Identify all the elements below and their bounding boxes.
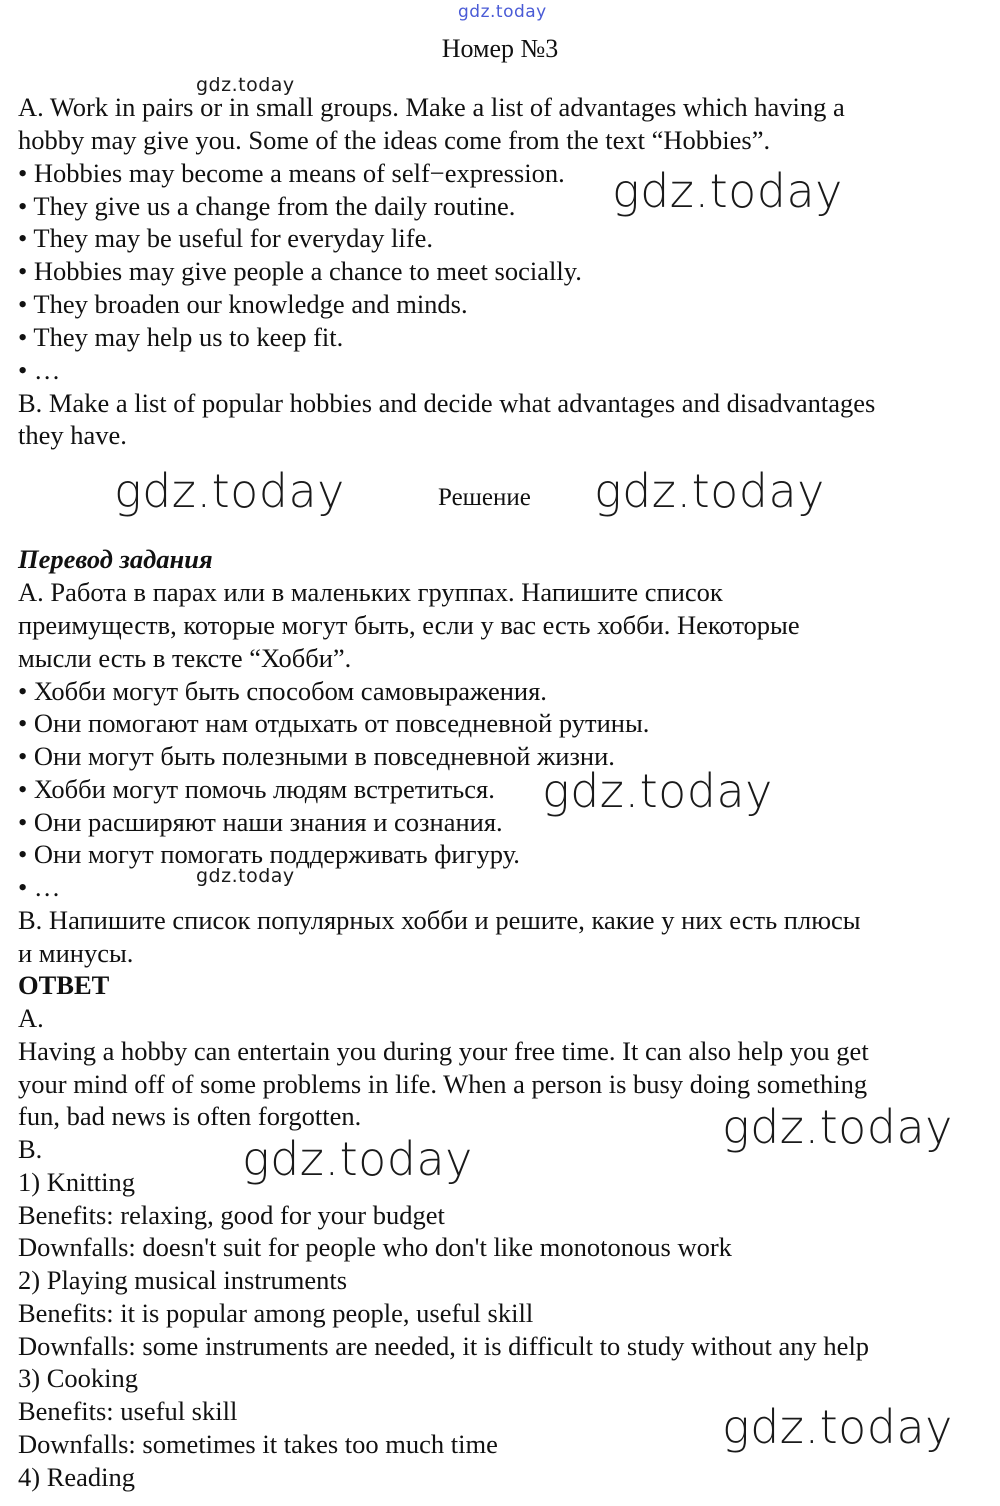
- hobby-title: 4) Reading: [18, 1462, 136, 1492]
- task-line: hobby may give you. Some of the ideas come from the text “Hobbies”.: [18, 125, 771, 155]
- hobby-title: 1) Knitting: [18, 1167, 136, 1197]
- translation-line: мысли есть в тексте “Хобби”.: [18, 643, 352, 673]
- watermark: gdz.today: [722, 1100, 953, 1154]
- answer-heading: ОТВЕТ: [18, 970, 110, 1000]
- answer-line: A.: [18, 1003, 44, 1033]
- watermark: gdz.today: [542, 764, 773, 818]
- solution-label: Решение: [438, 484, 531, 511]
- watermark-small: gdz.today: [196, 865, 295, 887]
- hobby-downfalls: Downfalls: doesn't suit for people who don't like monotonous work: [18, 1232, 732, 1262]
- task-line: B. Make a list of popular hobbies and decide what advantages and disadvantages: [18, 388, 876, 418]
- watermark-top: gdz.today: [458, 2, 547, 22]
- hobby-title: 3) Cooking: [18, 1363, 138, 1393]
- watermark: gdz.today: [612, 164, 843, 218]
- translation-bullet: • Хобби могут помочь людям встретиться.: [18, 774, 495, 804]
- translation-bullet: • …: [18, 872, 61, 902]
- task-bullet: • …: [18, 355, 61, 385]
- translation-line: B. Напишите список популярных хобби и решите, какие у них есть плюсы: [18, 905, 861, 935]
- watermark: gdz.today: [242, 1132, 473, 1186]
- task-bullet: • They broaden our knowledge and minds.: [18, 289, 468, 319]
- task-bullet: • Hobbies may become a means of self−expression.: [18, 158, 565, 188]
- watermark: gdz.today: [114, 464, 345, 518]
- task-bullet: • They give us a change from the daily routine.: [18, 191, 516, 221]
- task-bullet: • Hobbies may give people a chance to meet socially.: [18, 256, 582, 286]
- hobby-benefits: Benefits: useful skill: [18, 1396, 238, 1426]
- task-line: A. Work in pairs or in small groups. Make a list of advantages which having a: [18, 92, 845, 122]
- watermark: gdz.today: [722, 1400, 953, 1454]
- hobby-downfalls: Downfalls: some instruments are needed, it is difficult to study without any help: [18, 1331, 870, 1361]
- watermark: gdz.today: [594, 464, 825, 518]
- hobby-benefits: Benefits: it is popular among people, useful skill: [18, 1298, 534, 1328]
- translation-line: и минусы.: [18, 938, 134, 968]
- translation-bullet: • Они могут быть полезными в повседневной жизни.: [18, 741, 615, 771]
- translation-line: преимуществ, которые могут быть, если у вас есть хобби. Некоторые: [18, 610, 800, 640]
- translation-heading: Перевод задания: [18, 544, 213, 574]
- page-title: Номер №3: [441, 34, 559, 63]
- translation-bullet: • Хобби могут быть способом самовыражения.: [18, 676, 547, 706]
- answer-line: Having a hobby can entertain you during your free time. It can also help you get: [18, 1036, 869, 1066]
- hobby-benefits: Benefits: relaxing, good for your budget: [18, 1200, 445, 1230]
- watermark-small: gdz.today: [196, 74, 295, 96]
- hobby-downfalls: Downfalls: sometimes it takes too much time: [18, 1429, 498, 1459]
- translation-bullet: • Они помогают нам отдыхать от повседневной рутины.: [18, 708, 650, 738]
- answer-line: fun, bad news is often forgotten.: [18, 1101, 362, 1131]
- answer-line: B.: [18, 1134, 43, 1164]
- task-bullet: • They may help us to keep fit.: [18, 322, 344, 352]
- task-line: they have.: [18, 420, 127, 450]
- hobby-title: 2) Playing musical instruments: [18, 1265, 348, 1295]
- translation-bullet: • Они могут помогать поддерживать фигуру.: [18, 839, 520, 869]
- answer-line: your mind off of some problems in life. When a person is busy doing something: [18, 1069, 868, 1099]
- translation-line: A. Работа в парах или в маленьких группах. Напишите список: [18, 577, 723, 607]
- task-bullet: • They may be useful for everyday life.: [18, 223, 433, 253]
- translation-bullet: • Они расширяют наши знания и сознания.: [18, 807, 503, 837]
